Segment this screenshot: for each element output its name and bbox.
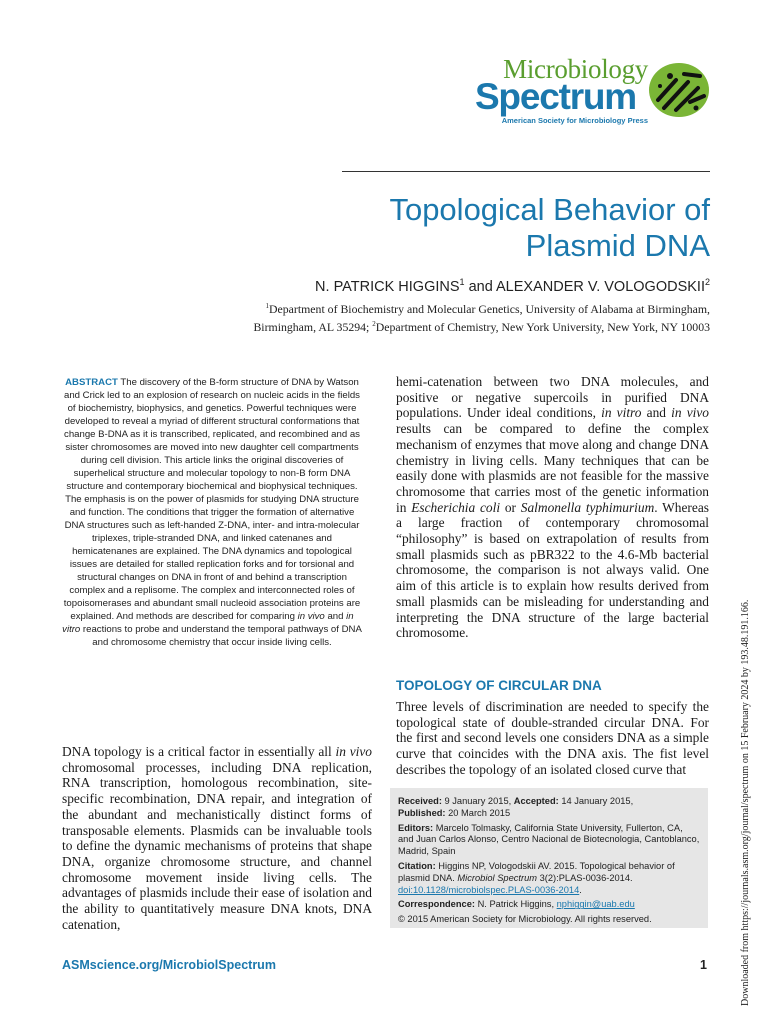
publisher-name: American Society for Microbiology Press [501,116,648,125]
right-italic-2: in vivo [671,405,709,421]
page-number: 1 [700,958,707,972]
abstract-label: ABSTRACT [65,377,118,388]
author-2: ALEXANDER V. VOLOGODSKII [496,278,705,295]
intro-italic-1: in vivo [335,744,372,759]
section-paragraph: Three levels of discrimination are needed to specify the topological state of double-stranded circular DNA. For the first and second levels one considers DNA as a simple curve that coincides with the DNA axis. The fist level describes the topology of an isolated closed curve that [396,699,709,777]
doi-end: . [579,884,582,895]
title-line-2: Plasmid DNA [525,228,710,263]
intro-text-a: DNA topology is a critical factor in essentially all [62,744,336,759]
affiliation-1-city: Birmingham, AL 35294; [253,319,373,334]
abstract-text-a: The discovery of the B-form structure of DNA by Watson and Crick led to an explosion of research on nucleic acids in the fields of biochemistry, biophysics, and genetics. Powerful techniques were developed to reveal a myriad of different structural conformations that change B-DNA as it is transcribed, replicated, and recombined and as sister chromosomes are moved into new daughter cell compartments during cell division. This article links the original discoveries of superhelical structure and molecular topology to non-B form DNA structure and contemporary biochemical and biophysical techniques. The emphasis is on the power of plasmids for studying DNA structure and function. The conditions that trigger the formation of alternative DNA structures such as left-handed Z-DNA, inter- and intra-molecular triplexes, triple-stranded DNA, and linked catenanes and hemicatenanes are explained. The DNA dynamics and topological issues are detailed for stalled replication forks and for torsional and structural changes on DNA in front of and behind a transcription complex and a replisome. The complex and interconnected roles of topoisomerases and abundant small nucleoid association proteins are explained. And methods are described for comparing [63,377,361,622]
citation-text-b: 3(2):PLAS-0036-2014. [537,872,633,883]
affiliation-2: Department of Chemistry, New York University, New York, NY 10003 [375,319,710,334]
right-text-d: or [500,499,521,515]
section-heading: TOPOLOGY OF CIRCULAR DNA [396,678,602,693]
right-text-a: hemi-catenation between two DNA molecules, and positive or negative supercoils in purified DNA populations. Under ideal conditions, [396,374,709,421]
article-info-box [390,788,708,928]
copyright-line: © 2015 American Society for Microbiology. All rights reserved. [398,914,652,925]
received-label: Received: [398,796,442,806]
logo-spectrum-text: Spectrum [474,76,636,117]
author-2-affil-mark: 2 [704,277,710,287]
intro-paragraph-left [62,744,372,932]
correspondence-label: Correspondence: [398,899,475,910]
citation-text-a: Higgins NP, Vologodskii AV. 2015. Topological behavior of plasmid DNA. [398,860,675,883]
accepted-date: 14 January 2015, [558,796,634,806]
received-date: 9 January 2015, [441,796,514,806]
right-italic-4: Salmonella typhimurium [520,499,655,515]
author-1-affil-mark: 1 [459,277,465,287]
editors-label: Editors: [398,822,434,833]
dates-line [398,796,700,820]
intro-text-b: chromosomal processes, including DNA replication, RNA transcription, homologous recombination, site-specific recombination, DNA repair, and integration of the abundant and mechanistically distinct forms of transposable elements. Plasmids can be invaluable tools to define the dynamic mechanisms of proteins that shape DNA, organize chromosome structure, and channel chromosome movement inside living cells. The advantages of plasmids include their ease of isolation and the ability to quantitatively measure DNA knots, DNA catenation, [62,759,372,932]
abstract [62,376,362,649]
logo-microbiology-text: Microbiology [503,54,648,84]
microscopy-cells-icon [648,62,710,118]
affil-mark-1: 1 [265,302,270,310]
citation-journal: Microbiol Spectrum [457,872,537,883]
abstract-text-c: reactions to probe and understand the temporal pathways of DNA and chromosome chemistry that occur inside living cells. [80,624,362,648]
right-italic-3: Escherichia coli [411,499,501,515]
article-title [190,192,710,264]
email-link[interactable]: nphiggin@uab.edu [556,899,635,910]
correspondence-line [398,899,700,911]
title-line-1: Topological Behavior of [389,192,710,227]
published-date: 20 March 2015 [445,807,511,818]
right-italic-1: in vitro [601,405,642,421]
affiliations [150,299,710,335]
affil-mark-2: 2 [372,319,376,328]
editors-text: Marcelo Tolmasky, California State University, Fullerton, CA, and Juan Carlos Alonso, Centro Nacional de Biotecnologia, Cantoblanco, Madrid, Spain [398,822,700,857]
doi-link[interactable]: doi:10.1128/microbiolspec.PLAS-0036-2014 [398,884,580,895]
author-1: N. PATRICK HIGGINS [315,278,460,295]
download-watermark: Downloaded from https://journals.asm.org/journal/spectrum on 15 February 2024 by 193.48.191.166. [740,599,751,1006]
abstract-italic-2: in vitro [62,611,354,635]
accepted-label: Accepted: [513,796,559,806]
header-divider [342,171,710,172]
author-list [110,277,710,295]
citation-line [398,861,700,896]
correspondence-name: N. Patrick Higgins, [474,899,557,910]
abstract-text-b: and [324,611,347,622]
affiliation-1: Department of Biochemistry and Molecular Genetics, University of Alabama at Birmingham, [269,301,710,316]
author-conjunction: and [464,278,496,295]
journal-logo [448,50,710,130]
intro-paragraph-right [396,374,709,641]
right-text-b: and [641,405,672,421]
abstract-italic-1: in vivo [297,611,325,622]
right-text-c: results can be compared to define the complex mechanism of enzymes that move along and change DNA chemistry in living cells. Many techniques that can be easily done with plasmids are not feasible for the massive chromosome that carries most of the genetic information in [396,421,709,515]
citation-label: Citation: [398,860,436,871]
right-text-e: . Whereas a large fraction of contemporary chromosomal “philosophy” is based on extrapolation of results from small plasmids such as pBR322 to the 4.6-Mb bacterial chromosome, the comparison is not always valid. One aim of this article is to explain how results derived from small plasmids can be misleading for understanding and interpreting the DNA structure of the large bacterial chromosome. [396,499,709,641]
journal-website-link[interactable]: ASMscience.org/MicrobiolSpectrum [62,958,276,972]
editors-line [398,823,700,858]
published-label: Published: [398,807,446,818]
